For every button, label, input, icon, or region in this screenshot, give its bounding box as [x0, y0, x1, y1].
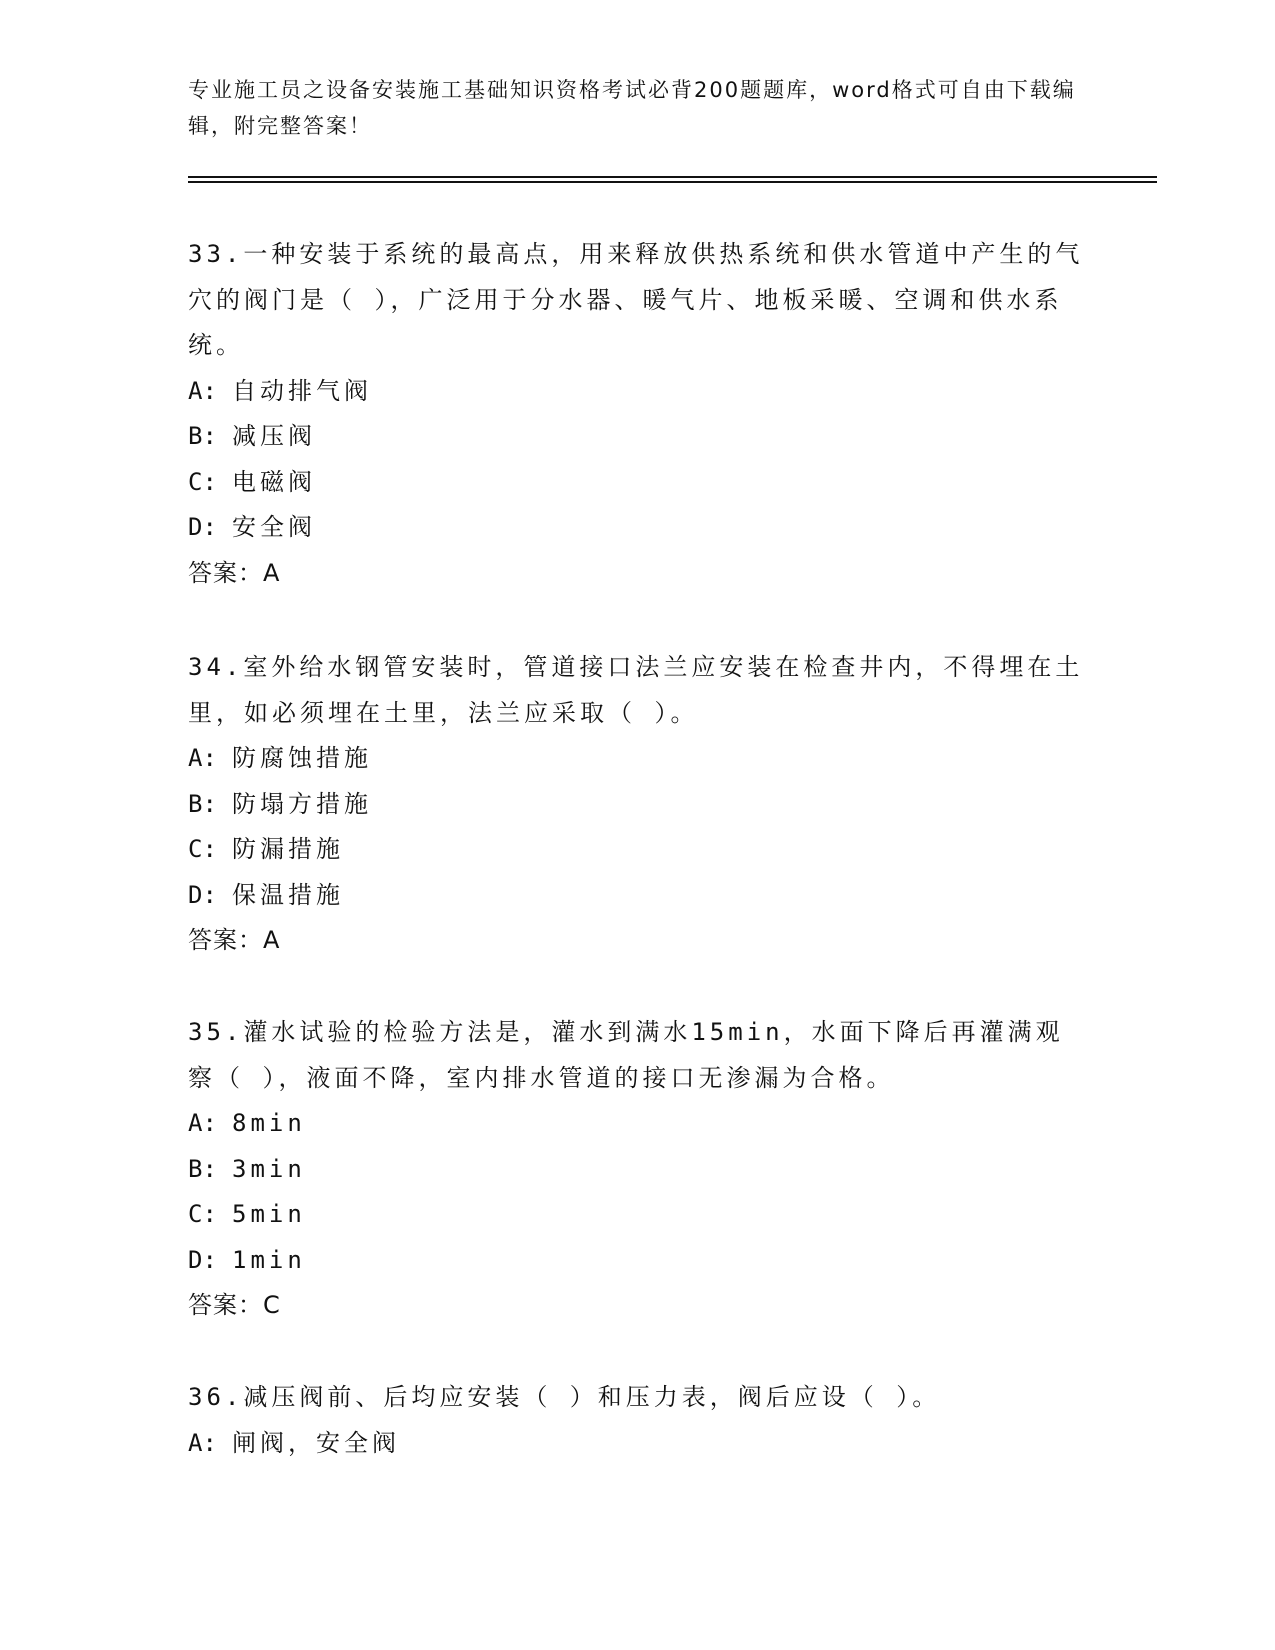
option-letter: B:: [188, 422, 217, 450]
question-stem: 33.一种安装于系统的最高点，用来释放供热系统和供水管道中产生的气穴的阀门是（ ），广泛用于分水器、暖气片、地板采暖、空调和供水系统。: [188, 240, 1084, 359]
question-35: [188, 1010, 1088, 1329]
option-text: 5min: [232, 1200, 306, 1228]
answer-line: 答案：A: [188, 558, 281, 587]
option-text: 3min: [232, 1154, 306, 1183]
option-a: [188, 1421, 1088, 1467]
option-letter: A:: [188, 744, 217, 772]
question-36: [188, 1375, 1088, 1466]
question-34: [188, 645, 1088, 964]
option-letter: C:: [188, 1200, 217, 1228]
option-text: 保温措施: [232, 880, 344, 909]
option-letter: C:: [188, 835, 217, 863]
option-text: 安全阀: [232, 513, 316, 541]
option-letter: D:: [188, 513, 217, 541]
document-header: 专业施工员之设备安装施工基础知识资格考试必背200题题库，word格式可自由下载编辑，附完整答案！: [188, 78, 1076, 138]
answer-line: 答案：A: [188, 926, 281, 954]
option-c: [188, 1192, 1088, 1238]
option-d: [188, 1238, 1088, 1284]
option-letter: C:: [188, 467, 217, 496]
question-33: [188, 232, 1088, 596]
option-c: [188, 460, 1088, 506]
question-stem: 35.灌水试验的检验方法是，灌水到满水15min，水面下降后再灌满观察（ ），液面不降，室内排水管道的接口无渗漏为合格。: [188, 1018, 1064, 1092]
option-text: 防塌方措施: [232, 789, 372, 818]
option-letter: B:: [188, 1154, 217, 1183]
option-text: 自动排气阀: [232, 376, 372, 405]
option-letter: A:: [188, 376, 217, 405]
option-letter: B:: [188, 789, 217, 818]
option-b: [188, 1147, 1088, 1193]
option-a: [188, 369, 1088, 415]
option-letter: D:: [188, 1245, 217, 1274]
header-rule-bottom: [188, 181, 1157, 183]
option-text: 减压阀: [232, 422, 316, 450]
option-a: [188, 736, 1088, 782]
question-stem: 36.减压阀前、后均应安装（ ）和压力表，阀后应设（ ）。: [188, 1383, 941, 1411]
option-d: [188, 505, 1088, 551]
option-d: [188, 873, 1088, 919]
option-letter: A:: [188, 1109, 217, 1137]
question-stem: 34.室外给水钢管安装时，管道接口法兰应安装在检查井内，不得埋在土里，如必须埋在土里，法兰应采取（ ）。: [188, 653, 1084, 727]
option-letter: D:: [188, 880, 217, 909]
option-b: [188, 782, 1088, 828]
option-text: 防漏措施: [232, 835, 344, 863]
option-text: 1min: [232, 1245, 306, 1274]
header-rule-top: [188, 176, 1157, 178]
option-text: 防腐蚀措施: [232, 744, 372, 772]
answer-line: 答案：C: [188, 1291, 281, 1319]
option-a: [188, 1101, 1088, 1147]
option-b: [188, 414, 1088, 460]
option-letter: A:: [188, 1428, 217, 1457]
option-text: 8min: [232, 1109, 306, 1137]
option-c: [188, 827, 1088, 873]
option-text: 电磁阀: [232, 467, 316, 496]
option-text: 闸阀，安全阀: [232, 1428, 400, 1457]
